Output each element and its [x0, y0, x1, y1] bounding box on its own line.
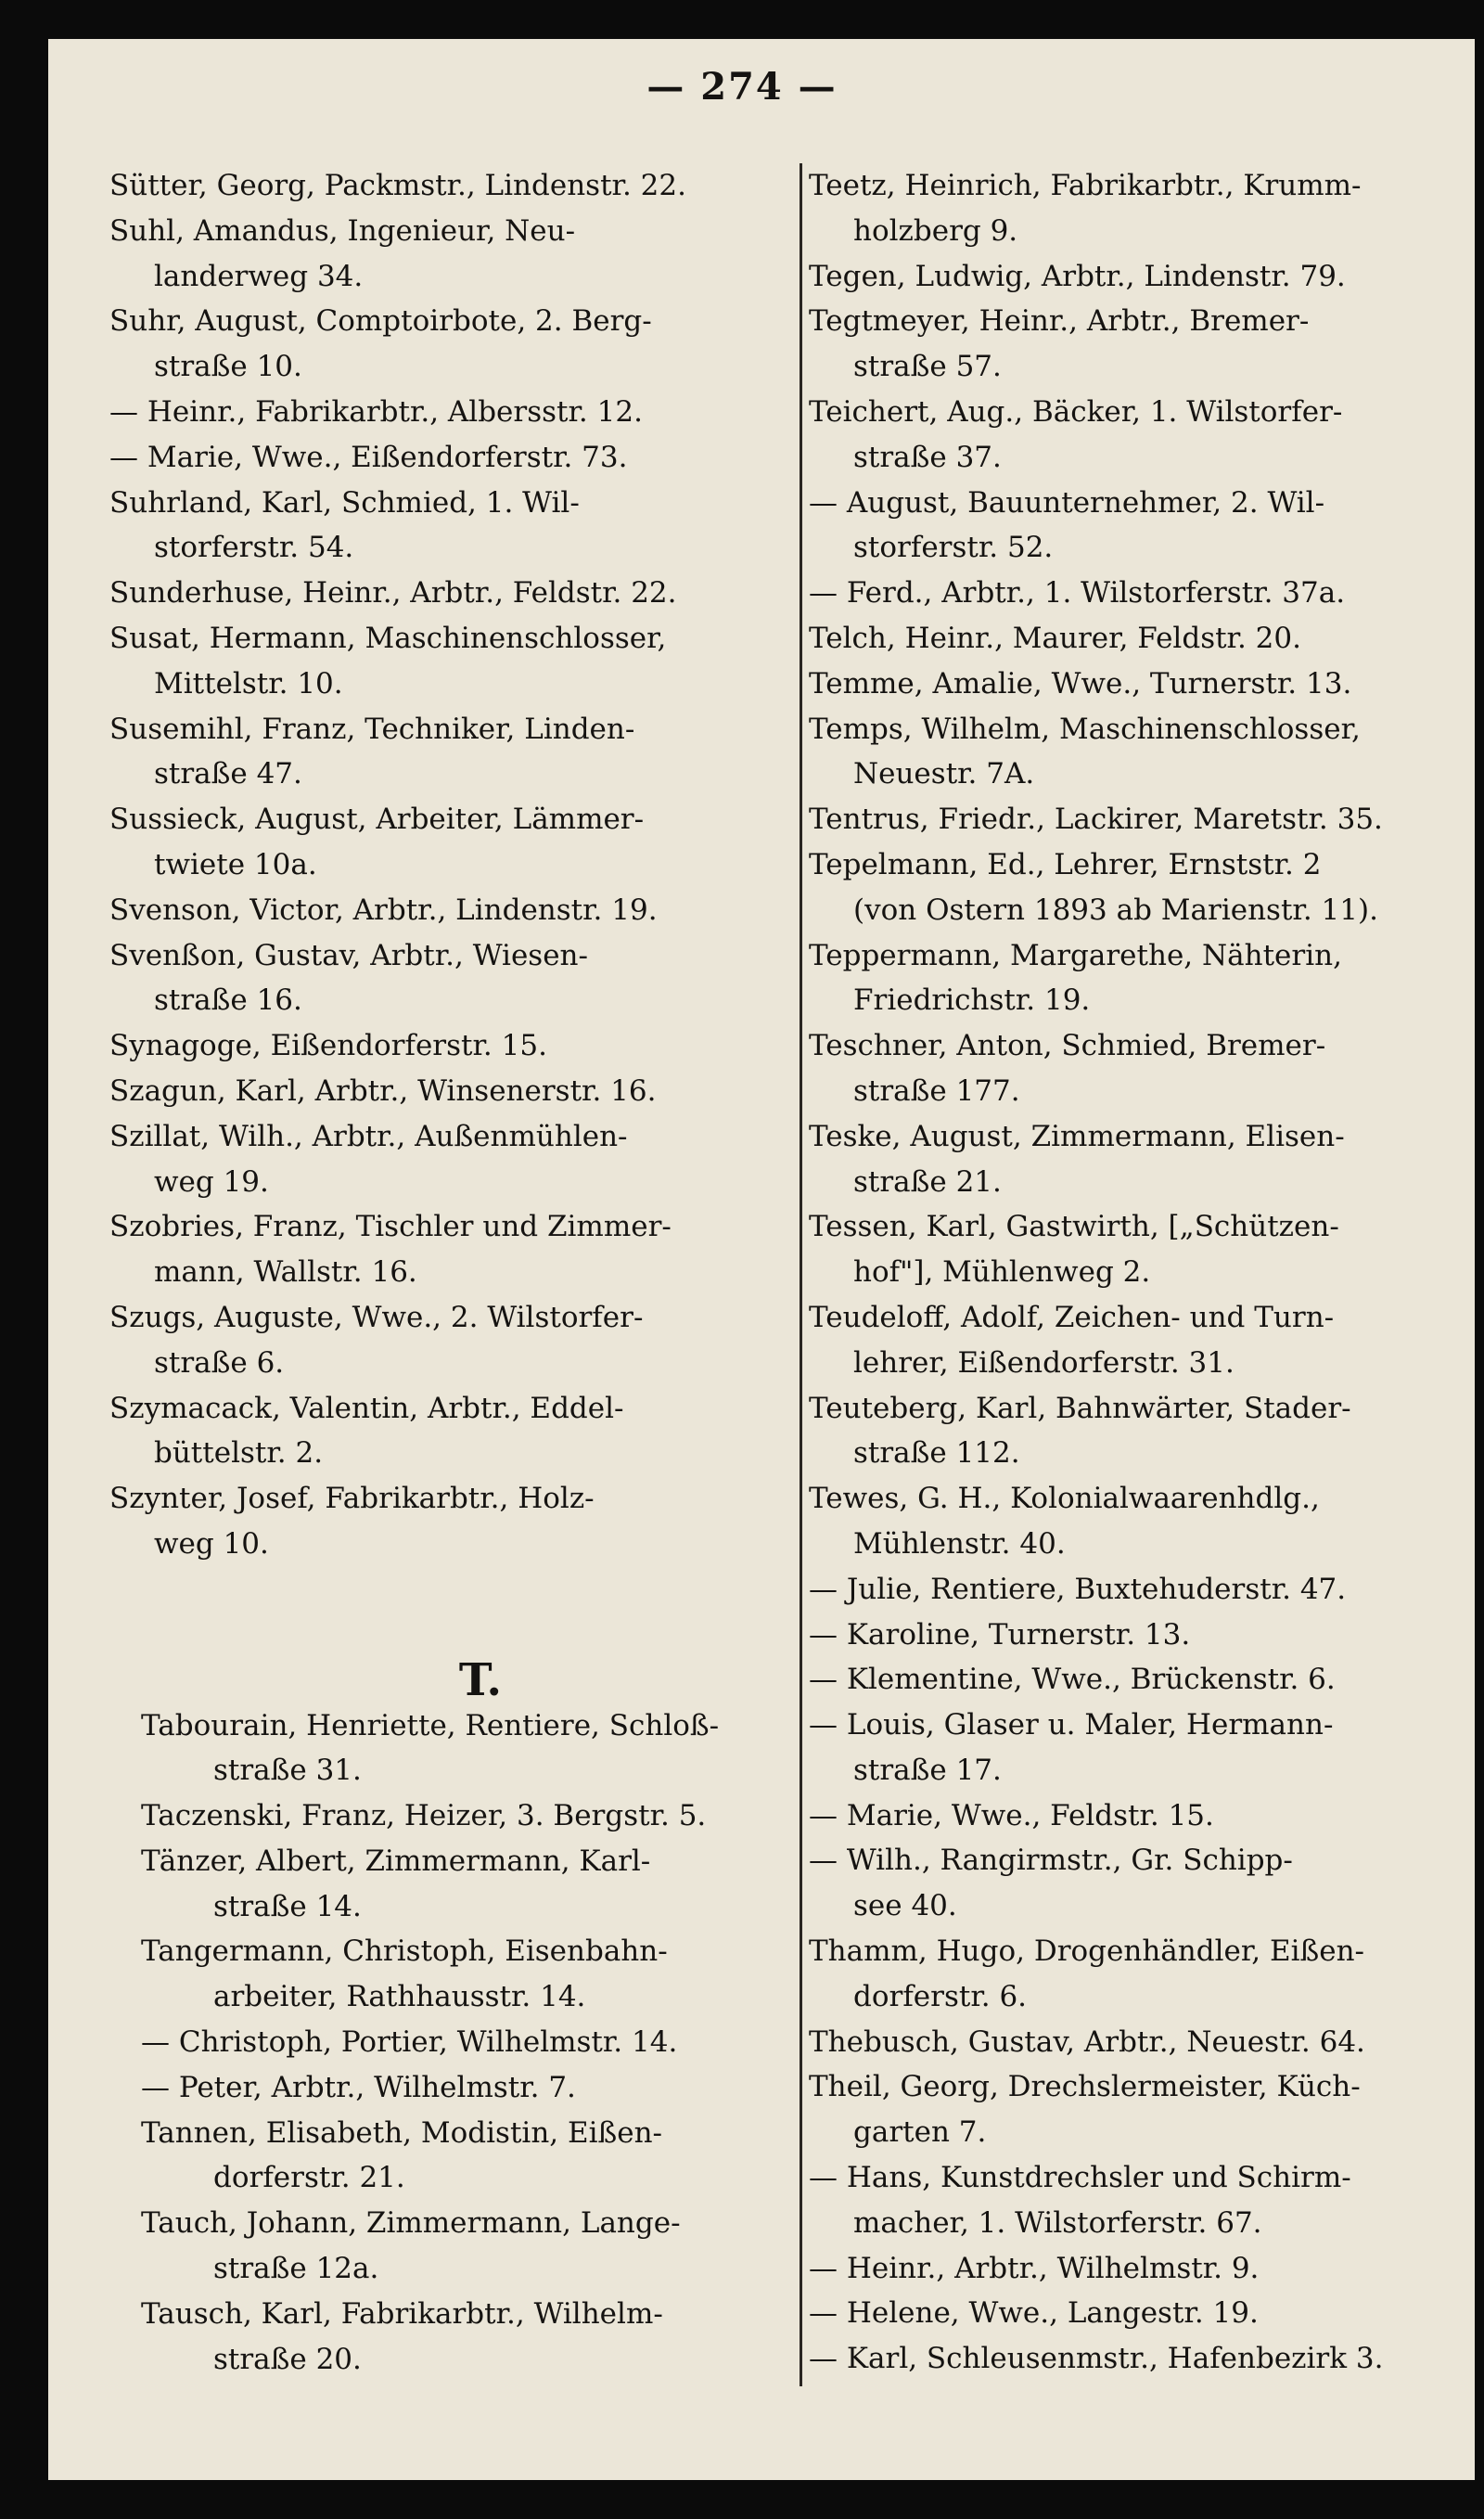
entry-line: — Karl, Schleusenmstr., Hafenbezirk 3.	[809, 2342, 1384, 2376]
entry-line: — Peter, Arbtr., Wilhelmstr. 7.	[141, 2070, 576, 2104]
entry-line: — Helene, Wwe., Langestr. 19.	[809, 2296, 1259, 2331]
directory-entry	[809, 797, 1449, 842]
entry-line: Tegen, Ludwig, Arbtr., Lindenstr. 79.	[809, 259, 1346, 293]
entry-line: — Klementine, Wwe., Brückenstr. 6.	[809, 1663, 1336, 1697]
directory-entry	[809, 1295, 1449, 1386]
directory-entry	[809, 163, 1449, 254]
entry-line: Thebusch, Gustav, Arbtr., Neuestr. 64.	[809, 2024, 1365, 2059]
entry-continuation: büttelstr. 2.	[154, 1436, 324, 1471]
entry-line: — Heinr., Arbtr., Wilhelmstr. 9.	[809, 2251, 1260, 2285]
directory-entry	[809, 842, 1449, 933]
entry-continuation: Mühlenstr. 40.	[853, 1526, 1066, 1561]
entry-line: Thamm, Hugo, Drogenhändler, Eißen-	[809, 1934, 1365, 1969]
entry-continuation: dorferstr. 6.	[853, 1979, 1028, 2013]
directory-entry	[141, 2201, 790, 2292]
entry-line: Svenson, Victor, Arbtr., Lindenstr. 19.	[109, 893, 658, 927]
entry-continuation: lehrer, Eißendorferstr. 31.	[853, 1345, 1235, 1380]
directory-entry	[109, 390, 790, 435]
entry-line: Tausch, Karl, Fabrikarbtr., Wilhelm-	[141, 2296, 663, 2331]
entry-continuation: straße 21.	[853, 1164, 1002, 1199]
entry-line: Suhl, Amandus, Ingenieur, Neu-	[109, 213, 576, 248]
entry-line: Telch, Heinr., Maurer, Feldstr. 20.	[809, 621, 1301, 655]
entry-line: — Marie, Wwe., Feldstr. 15.	[809, 1798, 1214, 1832]
entry-continuation: see 40.	[853, 1889, 957, 1923]
entry-continuation: straße 10.	[154, 350, 302, 384]
directory-entry	[109, 1069, 790, 1114]
entry-line: Tannen, Elisabeth, Modistin, Eißen-	[141, 2115, 663, 2150]
entry-continuation: storferstr. 54.	[154, 531, 354, 565]
entry-line: Suhr, August, Comptoirbote, 2. Berg-	[109, 304, 652, 339]
directory-entry	[141, 1929, 790, 2020]
entry-line: Teetz, Heinrich, Fabrikarbtr., Krumm-	[809, 169, 1362, 202]
entry-continuation: holzberg 9.	[853, 213, 1018, 248]
entry-continuation: arbeiter, Rathhausstr. 14.	[213, 1980, 586, 2014]
entry-line: Sunderhuse, Heinr., Arbtr., Feldstr. 22.	[109, 576, 677, 610]
directory-entry	[809, 1023, 1449, 1114]
entry-line: — August, Bauunternehmer, 2. Wil-	[809, 485, 1325, 520]
entry-continuation: Neuestr. 7A.	[853, 757, 1035, 791]
directory-entry	[109, 1476, 790, 1567]
entry-continuation: straße 17.	[853, 1753, 1002, 1787]
directory-entry	[809, 299, 1449, 390]
directory-entry	[141, 2292, 790, 2383]
directory-entry	[809, 1476, 1449, 1567]
section-heading-t: T.	[458, 1653, 503, 1706]
entry-continuation: straße 20.	[213, 2342, 362, 2376]
entry-continuation: straße 57.	[853, 350, 1002, 384]
entry-line: — Hans, Kunstdrechsler und Schirm-	[809, 2161, 1351, 2195]
directory-entry	[109, 209, 790, 300]
entry-continuation: straße 31.	[213, 1754, 362, 1788]
entry-line: Teichert, Aug., Bäcker, 1. Wilstorfer-	[809, 394, 1343, 429]
entry-line: Szugs, Auguste, Wwe., 2. Wilstorfer-	[109, 1300, 644, 1334]
entries-t-left	[109, 1703, 790, 2383]
entry-continuation: dorferstr. 21.	[213, 2161, 405, 2195]
directory-entry	[809, 2064, 1449, 2155]
entry-continuation: straße 47.	[154, 757, 302, 791]
directory-entry	[809, 481, 1449, 572]
entry-line: Susemihl, Franz, Techniker, Linden-	[109, 712, 635, 746]
entry-line: Teudeloff, Adolf, Zeichen- und Turn-	[809, 1300, 1335, 1334]
entry-line: Sussieck, August, Arbeiter, Lämmer-	[109, 803, 645, 837]
entry-line: — Louis, Glaser u. Maler, Hermann-	[809, 1708, 1334, 1742]
scan-border-right	[1475, 0, 1484, 2519]
directory-entry	[109, 1386, 790, 1477]
directory-entry	[141, 1703, 790, 1794]
directory-entry	[809, 1204, 1449, 1295]
right-column	[809, 163, 1449, 2382]
directory-entry	[809, 1657, 1449, 1703]
entries-t-right	[809, 163, 1449, 2382]
directory-entry	[109, 1204, 790, 1295]
entry-continuation: weg 19.	[154, 1164, 269, 1199]
entry-line: — Julie, Rentiere, Buxtehuderstr. 47.	[809, 1572, 1347, 1606]
column-divider	[800, 163, 802, 2386]
entry-line: — Christoph, Portier, Wilhelmstr. 14.	[141, 2025, 678, 2060]
entry-line: Szymacack, Valentin, Arbtr., Eddel-	[109, 1391, 624, 1425]
entry-line: Tangermann, Christoph, Eisenbahn-	[141, 1934, 668, 1969]
entry-line: Teppermann, Margarethe, Nähterin,	[809, 938, 1342, 972]
directory-entry	[109, 163, 790, 209]
entry-continuation: landerweg 34.	[154, 259, 364, 293]
entry-continuation: storferstr. 52.	[853, 531, 1054, 565]
entry-continuation: macher, 1. Wilstorferstr. 67.	[853, 2205, 1262, 2240]
entry-continuation: Friedrichstr. 19.	[853, 983, 1091, 1018]
entry-continuation: straße 37.	[853, 440, 1002, 474]
directory-entry	[109, 299, 790, 390]
entry-line: — Marie, Wwe., Eißendorferstr. 73.	[109, 440, 628, 474]
left-column	[109, 163, 790, 2382]
directory-entry	[809, 2336, 1449, 2382]
entry-line: Suhrland, Karl, Schmied, 1. Wil-	[109, 485, 580, 520]
directory-entry	[809, 1386, 1449, 1477]
directory-entry	[141, 1793, 790, 1839]
directory-entry	[809, 1703, 1449, 1793]
directory-entry	[109, 435, 790, 481]
entry-line: Synagoge, Eißendorferstr. 15.	[109, 1029, 547, 1063]
directory-entry	[141, 2111, 790, 2202]
scan-border-bottom	[0, 2480, 1484, 2519]
directory-entry	[109, 933, 790, 1024]
directory-entry	[109, 797, 790, 888]
scan-border-top	[0, 0, 1484, 39]
entry-line: Tentrus, Friedr., Lackirer, Maretstr. 35.	[809, 803, 1383, 837]
entry-line: — Heinr., Fabrikarbtr., Albersstr. 12.	[109, 394, 643, 429]
directory-entry	[809, 662, 1449, 707]
directory-entry	[141, 1839, 790, 1930]
entry-line: Tänzer, Albert, Zimmermann, Karl-	[141, 1844, 651, 1878]
entry-line: Teske, August, Zimmermann, Elisen-	[809, 1119, 1345, 1153]
entry-continuation: mann, Wallstr. 16.	[154, 1255, 417, 1290]
entry-line: Taczenski, Franz, Heizer, 3. Bergstr. 5.	[141, 1799, 707, 1833]
directory-entry	[109, 888, 790, 933]
entry-continuation: Mittelstr. 10.	[154, 666, 343, 700]
entry-line: Sütter, Georg, Packmstr., Lindenstr. 22.	[109, 169, 686, 202]
entry-continuation: straße 6.	[154, 1345, 285, 1380]
directory-entry	[809, 616, 1449, 662]
directory-entry	[809, 571, 1449, 616]
entry-line: — Ferd., Arbtr., 1. Wilstorferstr. 37a.	[809, 576, 1346, 610]
entry-line: Tessen, Karl, Gastwirth, [„Schützen-	[809, 1210, 1339, 1244]
directory-entry	[109, 571, 790, 616]
entry-continuation: garten 7.	[853, 2115, 987, 2150]
entry-line: Tegtmeyer, Heinr., Arbtr., Bremer-	[809, 304, 1310, 339]
entry-line: Szynter, Josef, Fabrikarbtr., Holz-	[109, 1482, 595, 1516]
directory-entry	[809, 1114, 1449, 1205]
directory-entry	[809, 1793, 1449, 1839]
directory-entry	[109, 481, 790, 572]
entry-continuation: straße 12a.	[213, 2252, 379, 2286]
entry-line: Teschner, Anton, Schmied, Bremer-	[809, 1029, 1326, 1063]
scan-border-left	[0, 0, 48, 2519]
entry-continuation: straße 14.	[213, 1889, 362, 1923]
directory-entry	[809, 1613, 1449, 1658]
entry-continuation: weg 10.	[154, 1526, 269, 1561]
entry-line: Svenßon, Gustav, Arbtr., Wiesen-	[109, 938, 588, 972]
entry-line: Szobries, Franz, Tischler und Zimmer-	[109, 1210, 672, 1244]
directory-entry	[809, 933, 1449, 1024]
entry-continuation: straße 177.	[853, 1073, 1020, 1108]
entry-line: — Karoline, Turnerstr. 13.	[809, 1617, 1191, 1651]
entry-continuation: (von Ostern 1893 ab Marienstr. 11).	[853, 893, 1378, 927]
directory-entry	[809, 707, 1449, 798]
entry-line: Temme, Amalie, Wwe., Turnerstr. 13.	[809, 666, 1352, 700]
directory-entry	[809, 254, 1449, 300]
directory-entry	[109, 1114, 790, 1205]
directory-entry	[809, 2155, 1449, 2246]
entry-line: — Wilh., Rangirmstr., Gr. Schipp-	[809, 1844, 1293, 1878]
page-number: — 274 —	[646, 65, 838, 109]
directory-entry	[109, 707, 790, 798]
directory-entry	[109, 1295, 790, 1386]
directory-entry	[809, 2246, 1449, 2292]
directory-entry	[809, 2291, 1449, 2336]
directory-entry	[809, 2020, 1449, 2065]
entry-continuation: straße 112.	[853, 1436, 1020, 1471]
directory-entry	[809, 1929, 1449, 2020]
entry-line: Tauch, Johann, Zimmermann, Lange-	[141, 2206, 681, 2241]
directory-entry	[141, 2065, 790, 2111]
entry-continuation: twiete 10a.	[154, 847, 317, 881]
entry-line: Tepelmann, Ed., Lehrer, Ernststr. 2	[809, 847, 1322, 881]
directory-entry	[109, 1023, 790, 1069]
entry-line: Tewes, G. H., Kolonialwaarenhdlg.,	[809, 1482, 1320, 1516]
entry-continuation: straße 16.	[154, 983, 302, 1018]
entry-line: Szagun, Karl, Arbtr., Winsenerstr. 16.	[109, 1073, 657, 1108]
directory-entry	[809, 390, 1449, 481]
directory-entry	[109, 616, 790, 707]
entry-line: Teuteberg, Karl, Bahnwärter, Stader-	[809, 1391, 1351, 1425]
directory-entry	[141, 2020, 790, 2065]
directory-entry	[809, 1838, 1449, 1929]
directory-entry	[809, 1567, 1449, 1613]
entry-continuation: hof"], Mühlenweg 2.	[853, 1255, 1151, 1290]
entry-line: Tabourain, Henriette, Rentiere, Schloß-	[141, 1708, 720, 1742]
entry-line: Theil, Georg, Drechslermeister, Küch-	[809, 2070, 1361, 2104]
entries-s	[109, 163, 790, 1567]
entry-line: Susat, Hermann, Maschinenschlosser,	[109, 621, 667, 655]
entry-line: Temps, Wilhelm, Maschinenschlosser,	[809, 712, 1361, 746]
entry-line: Szillat, Wilh., Arbtr., Außenmühlen-	[109, 1119, 628, 1153]
